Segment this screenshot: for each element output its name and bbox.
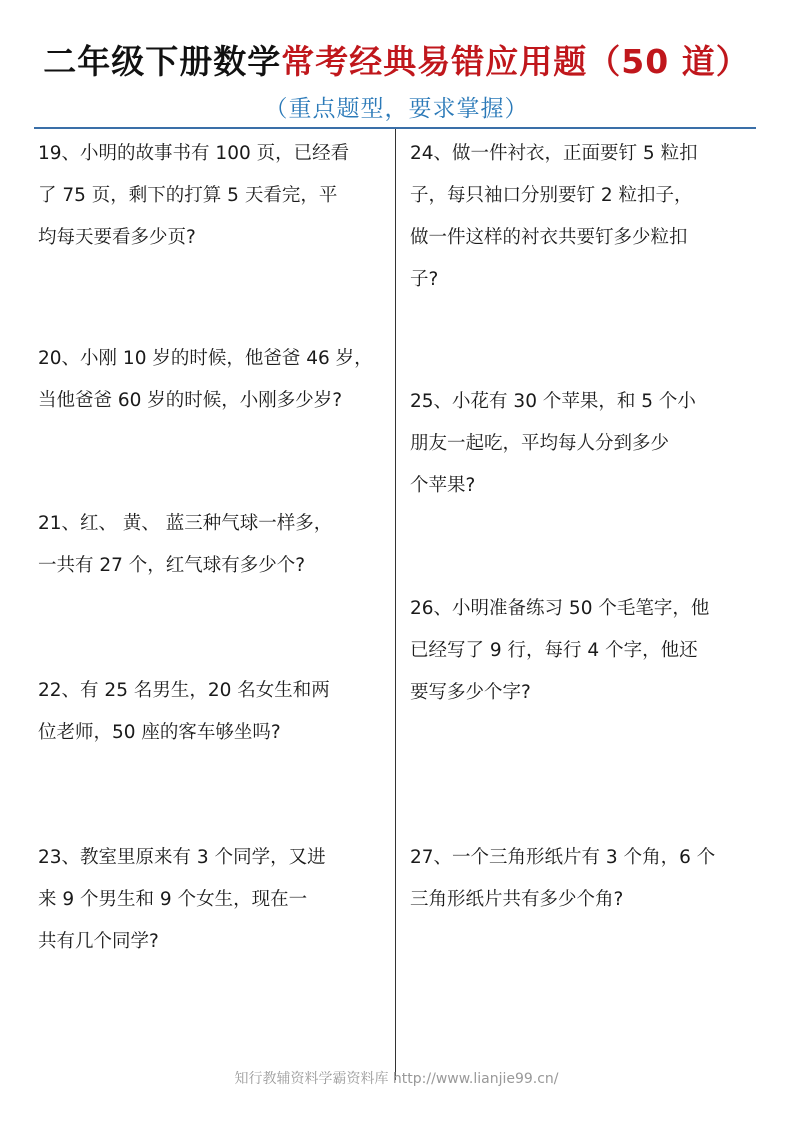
question-line: 22、有 25 名男生，20 名女生和两 [38, 680, 330, 701]
question-23 [38, 837, 326, 963]
question-line: 个苹果? [410, 475, 476, 496]
page-title [0, 36, 793, 83]
column-divider [395, 129, 396, 1080]
question-line: 做一件这样的衬衣共要钉多少粒扣 [410, 227, 688, 248]
question-20 [38, 338, 373, 422]
question-line: 三角形纸片共有多少个角? [410, 889, 624, 910]
question-27 [410, 837, 715, 921]
page-subtitle: （重点题型，要求掌握） [264, 96, 529, 122]
question-19 [38, 133, 349, 259]
question-line: 共有几个同学? [38, 931, 159, 952]
question-line: 已经写了 9 行，每行 4 个字，他还 [410, 640, 698, 661]
question-line: 来 9 个男生和 9 个女生，现在一 [38, 889, 308, 910]
question-line: 子，每只袖口分别要钉 2 粒扣子， [410, 185, 693, 206]
title-part-red: 常考经典易错应用题（50 道） [281, 42, 750, 81]
footer-watermark: 知行教辅资料学霸资料库 http://www.lianjie99.cn/ [234, 1071, 559, 1087]
question-line: 27、一个三角形纸片有 3 个角，6 个 [410, 847, 716, 868]
question-line: 了 75 页，剩下的打算 5 天看完，平 [38, 185, 338, 206]
question-line: 要写多少个字? [410, 682, 531, 703]
question-line: 子? [410, 269, 439, 290]
question-line: 24、做一件衬衣，正面要钉 5 粒扣 [410, 143, 698, 164]
question-26 [410, 588, 709, 714]
question-25 [410, 381, 696, 507]
question-line: 当他爸爸 60 岁的时候，小刚多少岁? [38, 390, 343, 411]
question-line: 一共有 27 个，红气球有多少个? [38, 555, 306, 576]
question-24 [410, 133, 698, 301]
question-line: 均每天要看多少页? [38, 227, 196, 248]
question-line: 20、小刚 10 岁的时候，他爸爸 46 岁， [38, 348, 373, 369]
question-line: 26、小明准备练习 50 个毛笔字，他 [410, 598, 710, 619]
title-part-black: 二年级下册数学 [43, 42, 282, 81]
question-line: 25、小花有 30 个苹果，和 5 个小 [410, 391, 696, 412]
question-line: 23、教室里原来有 3 个同学，又进 [38, 847, 326, 868]
question-line: 朋友一起吃，平均每人分到多少 [410, 433, 670, 454]
question-line: 19、小明的故事书有 100 页，已经看 [38, 143, 350, 164]
question-21 [38, 503, 332, 587]
question-line: 位老师，50 座的客车够坐吗? [38, 722, 281, 743]
question-line: 21、红、 黄、 蓝三种气球一样多， [38, 513, 333, 534]
question-22 [38, 670, 330, 754]
